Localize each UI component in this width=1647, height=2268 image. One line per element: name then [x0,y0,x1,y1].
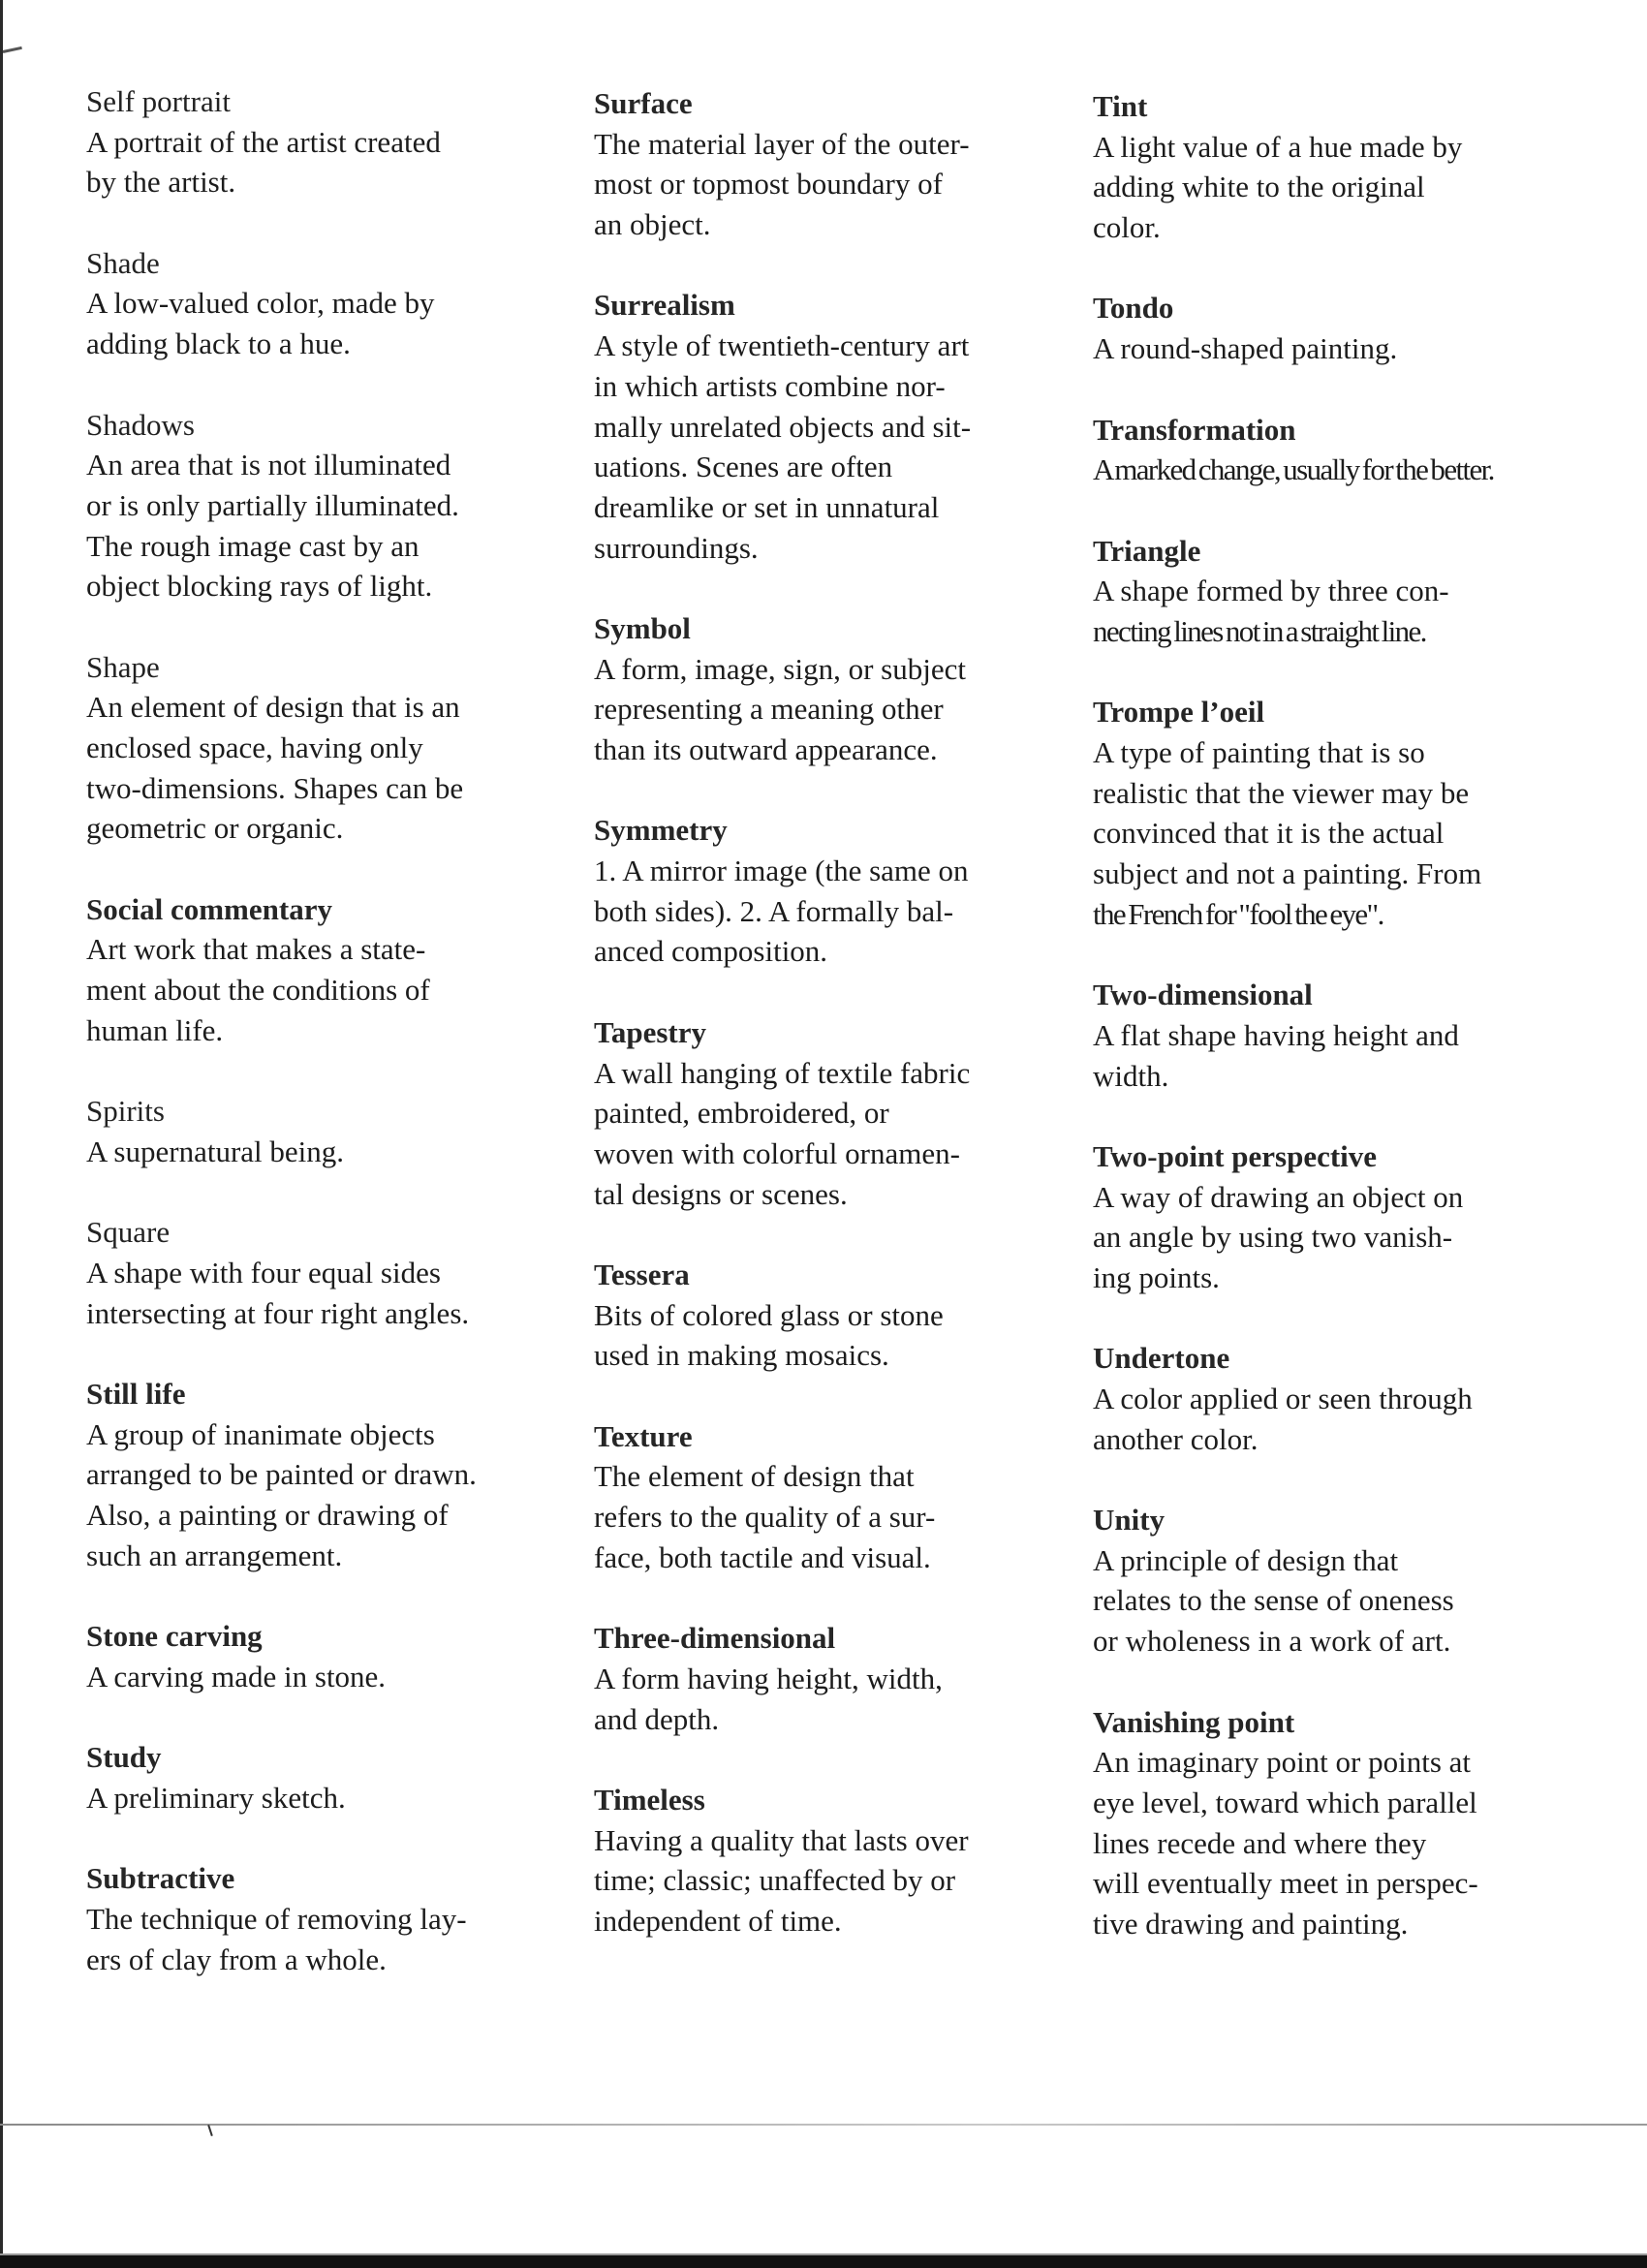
scan-fold-tick [207,2125,213,2136]
glossary-definition-line: tive drawing and painting. [1093,1906,1409,1941]
glossary-definition-line: or is only partially illuminated. [86,487,459,522]
glossary-definition-line: both sides). 2. A formally bal- [594,893,954,928]
glossary-definition-line: relates to the sense of oneness [1093,1583,1454,1618]
glossary-term: Tondo [1093,291,1174,326]
glossary-definition-line: painted, embroidered, or [594,1096,889,1131]
glossary-entry [86,405,571,606]
glossary-definition-line: color. [1093,210,1161,245]
glossary-term: Undertone [1093,1341,1230,1376]
glossary-definition-line: realistic that the viewer may be [1093,775,1470,810]
glossary-definition-line: geometric or organic. [86,811,344,846]
glossary-definition-line: most or topmost boundary of [594,167,943,202]
glossary-entry [594,83,1078,245]
glossary-definition-line: lines recede and where they [1093,1825,1427,1860]
glossary-definition-line: intersecting at four right angles. [86,1295,470,1330]
glossary-definition-line: A form having height, width, [594,1661,943,1695]
glossary-definition-line: A flat shape having height and [1093,1017,1459,1052]
glossary-definition-line: arranged to be painted or drawn. [86,1457,477,1492]
glossary-definition-line: than its outward appearance. [594,732,938,766]
glossary-entry [594,1012,1078,1214]
glossary-definition-line: adding black to a hue. [86,326,351,361]
glossary-entry [1093,410,1616,490]
glossary-term: Tessera [594,1257,690,1291]
glossary-definition-line: A preliminary sketch. [86,1780,346,1815]
glossary-entry [86,1737,571,1818]
glossary-definition-line: convinced that it is the actual [1093,816,1445,851]
glossary-definition-line: A portrait of the artist created [86,124,441,159]
glossary-definition-line: in which artists combine nor- [594,368,946,403]
glossary-definition-line: A color applied or seen through [1093,1382,1473,1415]
glossary-term: Surrealism [594,288,735,323]
glossary-term: Triangle [1093,533,1201,568]
glossary-definition-line: face, both tactile and visual. [594,1539,931,1574]
glossary-definition-line: ment about the conditions of [86,973,430,1008]
glossary-term: Shade [86,245,160,280]
glossary-definition-line: width. [1093,1058,1169,1093]
glossary-definition-line: two-dimensions. Shapes can be [86,770,464,805]
glossary-definition-line: Bits of colored glass or stone [594,1297,944,1332]
glossary-definition-line: A principle of design that [1093,1542,1399,1577]
glossary-entry [1093,1702,1616,1944]
glossary-definition-line: A supernatural being. [86,1134,345,1168]
glossary-term: Symbol [594,610,691,645]
glossary-term: Transformation [1093,412,1296,447]
glossary-definition-line: 1. A mirror image (the same on [594,854,969,888]
glossary-definition-line: Art work that makes a state- [86,932,426,967]
glossary-entry [86,243,571,364]
glossary-definition-line: refers to the quality of a sur- [594,1500,936,1535]
glossary-entry [86,1616,571,1696]
glossary-term: Symmetry [594,813,728,848]
glossary-definition-line: another color. [1093,1421,1259,1456]
glossary-term: Self portrait [86,84,231,118]
scan-corner-mark [3,47,22,53]
glossary-definition-line: representing a meaning other [594,692,944,727]
glossary-definition-line: object blocking rays of light. [86,569,433,604]
glossary-definition-line: A round-shaped painting. [1093,331,1398,366]
glossary-entry [1093,1136,1616,1298]
glossary-definition-line: A shape formed by three con- [1093,574,1449,608]
glossary-definition-line: Having a quality that lasts over [594,1822,969,1857]
glossary-entry [594,285,1078,568]
glossary-definition-line: Also, a painting or drawing of [86,1498,449,1533]
glossary-entry [86,1858,571,1979]
glossary-definition-line: A type of painting that is so [1093,735,1425,769]
glossary-term: Vanishing point [1093,1704,1295,1739]
glossary-entry [594,1255,1078,1376]
glossary-definition-line: subject and not a painting. From [1093,856,1482,891]
glossary-definition-line: A style of twentieth-century art [594,328,970,363]
glossary-term: Two-point perspective [1093,1138,1378,1173]
glossary-definition-line: An area that is not illuminated [86,448,451,482]
glossary-term: Spirits [86,1094,165,1129]
glossary-term: Square [86,1215,171,1250]
glossary-entry [1093,692,1616,934]
glossary-entry [86,1212,571,1333]
glossary-definition-line: adding white to the original [1093,170,1425,204]
glossary-entry [594,608,1078,770]
glossary-entry [86,81,571,202]
scan-fold-line [0,2124,1647,2126]
glossary-definition-line: An element of design that is an [86,690,460,725]
glossary-definition-line: dreamlike or set in unnatural [594,489,940,524]
glossary-definition-line: by the artist. [86,165,236,200]
glossary-entry [594,810,1078,972]
glossary-definition-line: mally unrelated objects and sit- [594,409,972,444]
glossary-term: Shadows [86,407,195,442]
glossary-definition-line: enclosed space, having only [86,730,423,764]
glossary-term: Stone carving [86,1619,263,1654]
glossary-definition-line: The element of design that [594,1459,915,1494]
glossary-term: Texture [594,1418,693,1453]
glossary-definition-line: independent of time. [594,1903,842,1938]
glossary-definition-line: A shape with four equal sides [86,1255,441,1289]
glossary-definition-line: woven with colorful ornamen- [594,1135,960,1170]
glossary-term: Surface [594,86,693,120]
glossary-entry [1093,86,1616,248]
glossary-definition-line: A wall hanging of textile fabric [594,1055,971,1090]
glossary-term: Social commentary [86,891,332,926]
glossary-definition-line: such an arrangement. [86,1538,343,1572]
glossary-term: Subtractive [86,1861,235,1896]
scan-left-edge-shadow [0,0,3,2257]
glossary-definition-line: and depth. [594,1701,720,1736]
glossary-term: Tapestry [594,1014,706,1049]
glossary-term: Study [86,1740,162,1775]
glossary-entry [86,889,571,1051]
glossary-term: Two-dimensional [1093,978,1313,1012]
glossary-term: Trompe l’oeil [1093,695,1265,730]
glossary-definition-line: an angle by using two vanish- [1093,1220,1453,1255]
glossary-definition-line: eye level, toward which parallel [1093,1785,1477,1819]
glossary-column-3 [1093,0,1616,1984]
glossary-definition-line: An imaginary point or points at [1093,1745,1472,1780]
glossary-term: Still life [86,1377,186,1411]
glossary-entry [1093,531,1616,652]
glossary-entry [86,1374,571,1575]
glossary-entry [594,1618,1078,1739]
glossary-definition-line: will eventually meet in perspec- [1093,1866,1478,1901]
glossary-definition-line: A group of inanimate objects [86,1416,435,1451]
glossary-entry [1093,975,1616,1096]
glossary-term: Shape [86,649,160,684]
glossary-term: Unity [1093,1503,1165,1538]
glossary-definition-line: or wholeness in a work of art. [1093,1624,1451,1659]
glossary-entry [1093,1500,1616,1662]
glossary-definition-line: A marked change, usually for the better. [1093,452,1494,487]
glossary-definition-line: The technique of removing lay- [86,1901,467,1936]
glossary-definition-line: necting lines not in a straight line. [1093,613,1426,648]
glossary-term: Tint [1093,89,1148,123]
glossary-definition-line: A way of drawing an object on [1093,1179,1464,1214]
glossary-entry [1093,1338,1616,1459]
glossary-definition-line: The material layer of the outer- [594,126,970,161]
glossary-column-1 [86,0,571,2020]
glossary-entry [594,1780,1078,1942]
glossary-definition-line: anced composition. [594,934,828,969]
glossary-entry [1093,288,1616,368]
glossary-term: Three-dimensional [594,1621,836,1656]
glossary-definition-line: uations. Scenes are often [594,450,893,484]
glossary-definition-line: ers of clay from a whole. [86,1942,387,1976]
glossary-definition-line: used in making mosaics. [594,1338,889,1373]
glossary-definition-line: A form, image, sign, or subject [594,651,966,686]
glossary-definition-line: tal designs or scenes. [594,1176,848,1211]
glossary-definition-line: ing points. [1093,1259,1220,1294]
glossary-definition-line: time; classic; unaffected by or [594,1863,956,1898]
glossary-column-2 [594,0,1078,1981]
glossary-definition-line: surroundings. [594,530,759,565]
glossary-definition-line: A carving made in stone. [86,1659,387,1693]
glossary-entry [86,1091,571,1171]
glossary-definition-line: A low-valued color, made by [86,286,435,321]
glossary-entry [594,1416,1078,1578]
glossary-definition-line: an object. [594,207,711,242]
glossary-definition-line: human life. [86,1012,224,1047]
glossary-definition-line: The rough image cast by an [86,528,420,563]
glossary-entry [86,647,571,849]
glossary-definition-line: the French for "fool the eye". [1093,896,1383,931]
glossary-term: Timeless [594,1782,705,1817]
glossary-definition-line: A light value of a hue made by [1093,129,1463,164]
